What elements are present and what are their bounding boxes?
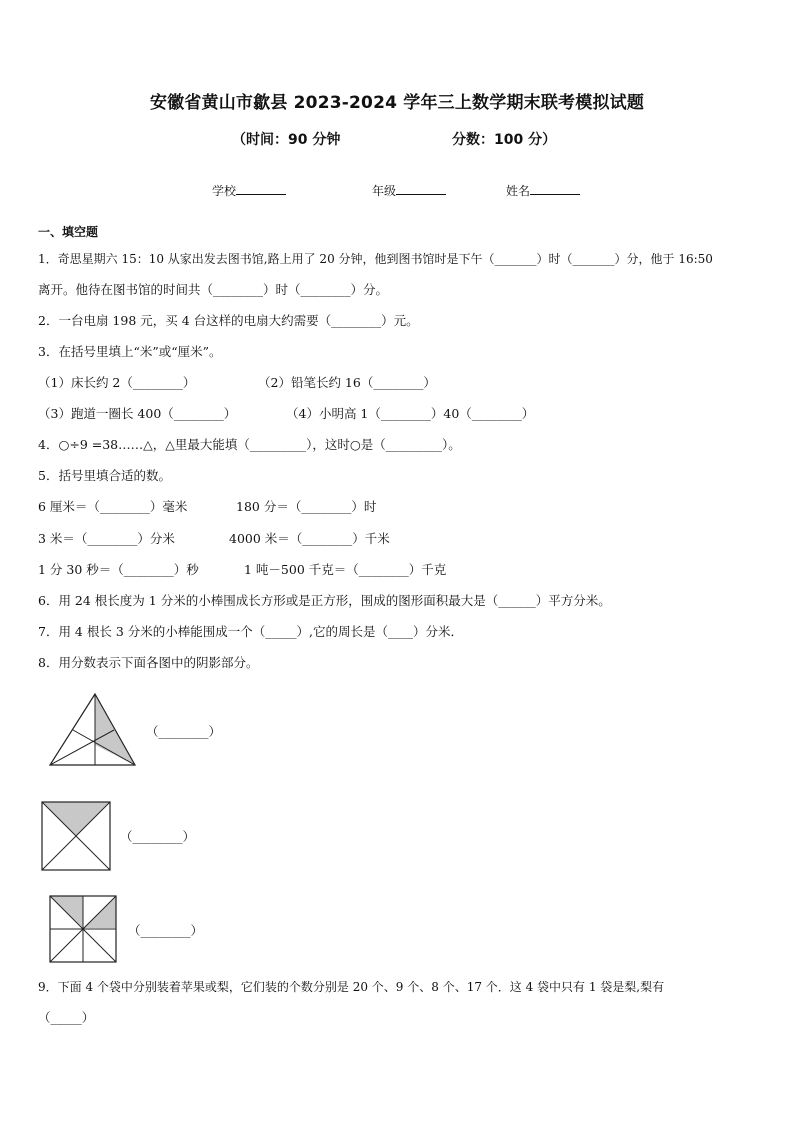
question-3-part-3: （3）跑道一圈长 400（________） (38, 406, 237, 421)
triangle-figure (48, 692, 138, 768)
question-5-item-6: 1 吨－500 千克＝（________）千克 (244, 562, 447, 577)
question-2: 2．一台电扇 198 元，买 4 台这样的电扇大约需要（________）元。 (38, 313, 419, 328)
question-8: 8．用分数表示下面各图中的阴影部分。 (38, 655, 259, 670)
question-5-item-3: 3 米＝（________）分米 (38, 531, 175, 546)
question-6: 6．用 24 根长度为 1 分米的小棒围成长方形或是正方形，围成的图形面积最大是（______）平方分米。 (38, 593, 611, 608)
question-5-item-5: 1 分 30 秒＝（________）秒 (38, 562, 199, 577)
question-3: 3．在括号里填上“米”或“厘米”。 (38, 344, 222, 359)
grade-field[interactable] (372, 182, 446, 199)
question-1-line-2: 离开。他待在图书馆的时间共（________）时（________）分。 (38, 282, 389, 297)
question-1-line-1: 1．奇思星期六 15：10 从家出发去图书馆,路上用了 20 分钟，他到图书馆时是下午（_______）时（_______）分，他于 16:50 (38, 252, 713, 266)
page-title: 安徽省黄山市歙县 2023-2024 学年三上数学期末联考模拟试题 (149, 93, 645, 113)
exam-score: 分数：100 分） (452, 132, 557, 148)
question-9-line-1: 9．下面 4 个袋中分别装着苹果或梨，它们装的个数分别是 20 个、9 个、8 个、17 个．这 4 袋中只有 1 袋是梨,梨有 (38, 980, 665, 994)
name-label: 姓名 (506, 184, 531, 198)
question-9-line-2: （_____） (38, 1010, 95, 1025)
school-field[interactable] (212, 182, 286, 199)
exam-time: （时间：90 分钟 (232, 132, 341, 148)
question-5-item-4: 4000 米＝（________）千米 (229, 531, 390, 546)
square-figure (40, 800, 112, 872)
question-3-part-2: （2）铅笔长约 16（________） (258, 375, 436, 390)
question-3-part-1: （1）床长约 2（________） (38, 375, 196, 390)
answer-blank-8a[interactable]: （________） (146, 724, 222, 739)
question-3-part-4: （4）小明高 1（________）40（________） (286, 406, 535, 421)
school-label: 学校 (212, 184, 237, 198)
question-4: 4．○÷9 =38……△，△里最大能填（_________），这时○是（_________）。 (38, 437, 461, 452)
question-5-item-2: 180 分＝（________）时 (236, 499, 377, 514)
section-heading: 一、填空题 (38, 225, 99, 239)
name-field[interactable] (506, 182, 580, 199)
octant-square-figure (48, 894, 120, 964)
answer-blank-8b[interactable]: （________） (120, 829, 196, 844)
answer-blank-8c[interactable]: （________） (128, 923, 204, 938)
question-5: 5．括号里填合适的数。 (38, 468, 171, 483)
question-5-item-1: 6 厘米＝（________）毫米 (38, 499, 188, 514)
grade-label: 年级 (372, 184, 397, 198)
question-7: 7．用 4 根长 3 分米的小棒能围成一个（_____）,它的周长是（____）分米． (38, 624, 463, 639)
shaded-region (42, 802, 110, 836)
